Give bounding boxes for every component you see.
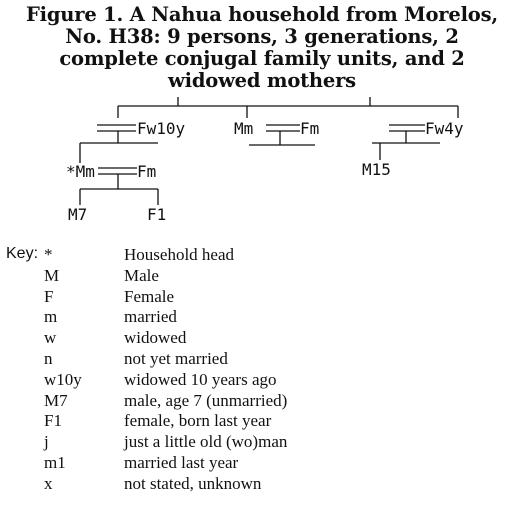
key-code: x [44, 473, 53, 493]
node-fm: Fm [300, 119, 320, 138]
key-code: * [44, 245, 53, 264]
node-fw4y: Fw4y [425, 119, 464, 138]
key-code: w [44, 328, 57, 348]
key-description: male, age 7 (unmarried) [124, 390, 288, 410]
key-description: not stated, unknown [124, 473, 262, 493]
key-description: Female [124, 286, 175, 306]
key-description: married [124, 307, 177, 327]
key-code: j [44, 432, 49, 452]
key-description: married last year [124, 452, 239, 472]
key-description: not yet married [124, 348, 228, 368]
key-code: m [44, 307, 58, 327]
key-code: M [44, 265, 60, 285]
title-line-3: complete conjugal family units, and 2 [59, 47, 465, 70]
node-f1: F1 [147, 205, 167, 224]
key-description: just a little old (wo)man [124, 432, 288, 452]
title-line-4: widowed mothers [168, 69, 356, 92]
key-code: n [44, 348, 53, 368]
node-m15: M15 [362, 160, 391, 179]
key-code: M7 [44, 390, 68, 410]
node-mm: Mm [234, 119, 254, 138]
key-code: m1 [44, 452, 66, 472]
key-description: widowed 10 years ago [124, 369, 277, 389]
title-line-1: Figure 1. A Nahua household from Morelos, [26, 3, 498, 26]
key-description: Household head [124, 245, 235, 264]
key-description: Male [124, 265, 159, 285]
key-code: F [44, 286, 54, 306]
key-code: F1 [44, 411, 62, 431]
key-code: w10y [44, 369, 82, 389]
node-fw10y: Fw10y [137, 119, 186, 138]
key-description: widowed [124, 328, 187, 348]
key-label: Key: [6, 245, 39, 262]
node-head-wife: Fm [137, 162, 157, 181]
title-line-2: No. H38: 9 persons, 3 generations, 2 [65, 25, 459, 48]
node-m7: M7 [68, 205, 88, 224]
node-household-head: *Mm [66, 162, 95, 181]
key-description: female, born last year [124, 411, 272, 431]
